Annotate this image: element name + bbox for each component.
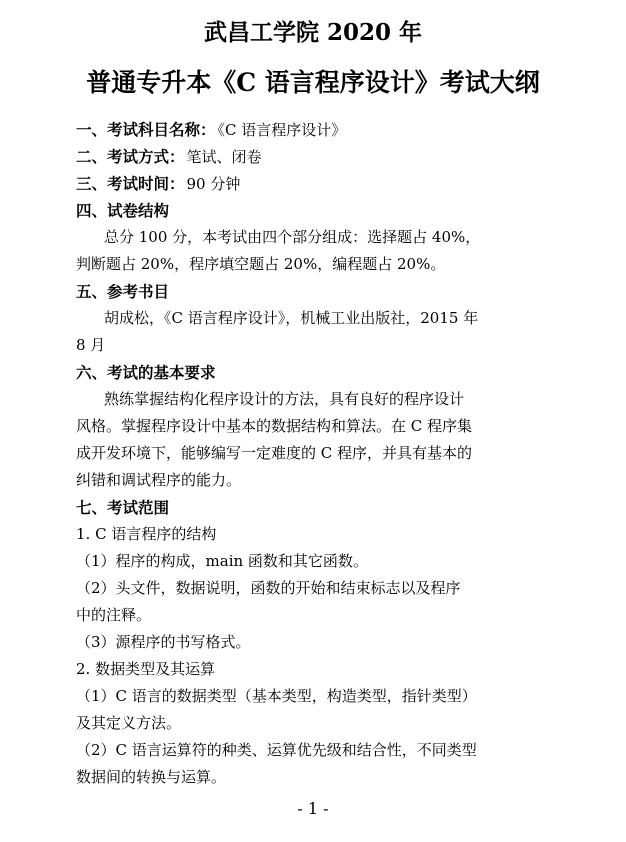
section-6-paragraph-line: 风格。掌握程序设计中基本的数据结构和算法。在 C 程序集 (76, 417, 473, 435)
section-6-paragraph-line: 纠错和调试程序的能力。 (76, 471, 242, 489)
section-5-paragraph-line: 8 月 (76, 336, 106, 354)
section-2-value: 笔试、闭卷 (186, 148, 262, 166)
scope-item-heading: 2. 数据类型及其运算 (76, 660, 216, 678)
scope-item-heading: 1. C 语言程序的结构 (76, 525, 217, 543)
scope-subitem: （3）源程序的书写格式。 (76, 633, 251, 651)
section-3-value: 90 分钟 (186, 175, 241, 193)
section-2 (76, 143, 550, 170)
section-4-paragraph-line: 总分 100 分，本考试由四个部分组成：选择题占 40%， (104, 228, 481, 246)
section-1-heading: 一、考试科目名称： (76, 120, 216, 139)
section-1 (76, 116, 550, 143)
scope-subitem-continuation: 数据间的转换与运算。 (76, 768, 227, 786)
section-6-paragraph-line: 熟练掌握结构化程序设计的方法，具有良好的程序设计 (104, 390, 465, 408)
section-2-heading: 二、考试方式： (76, 147, 185, 166)
section-3 (76, 170, 550, 197)
section-5-heading: 五、参考书目 (76, 282, 170, 301)
scope-subitem: （2）C 语言运算符的种类、运算优先级和结合性，不同类型 (76, 741, 477, 759)
section-6-heading: 六、考试的基本要求 (76, 363, 216, 382)
document-body (76, 116, 550, 791)
section-4-heading: 四、试卷结构 (76, 201, 170, 220)
section-3-heading: 三、考试时间： (76, 174, 185, 193)
scope-subitem: （1）C 语言的数据类型（基本类型，构造类型，指针类型） (76, 687, 477, 705)
section-1-value: 《C 语言程序设计》 (217, 121, 347, 139)
document-title-line1: 武昌工学院 2020 年 (203, 19, 423, 46)
section-7-heading: 七、考试范围 (76, 498, 170, 517)
scope-subitem-continuation: 及其定义方法。 (76, 714, 182, 732)
scope-subitem: （2）头文件，数据说明，函数的开始和结束标志以及程序 (76, 579, 461, 597)
scope-subitem: （1）程序的构成，main 函数和其它函数。 (76, 552, 368, 570)
section-4-paragraph-line: 判断题占 20%，程序填空题占 20%，编程题占 20%。 (76, 255, 446, 273)
page-number: - 1 - (297, 799, 329, 818)
section-5-paragraph-line: 胡成松，《C 语言程序设计》，机械工业出版社，2015 年 (104, 309, 479, 327)
section-6-paragraph-line: 成开发环境下，能够编写一定难度的 C 程序，并具有基本的 (76, 444, 473, 462)
document-title-line2: 普通专升本《C 语言程序设计》考试大纲 (86, 68, 540, 97)
scope-subitem-continuation: 中的注释。 (76, 606, 152, 624)
